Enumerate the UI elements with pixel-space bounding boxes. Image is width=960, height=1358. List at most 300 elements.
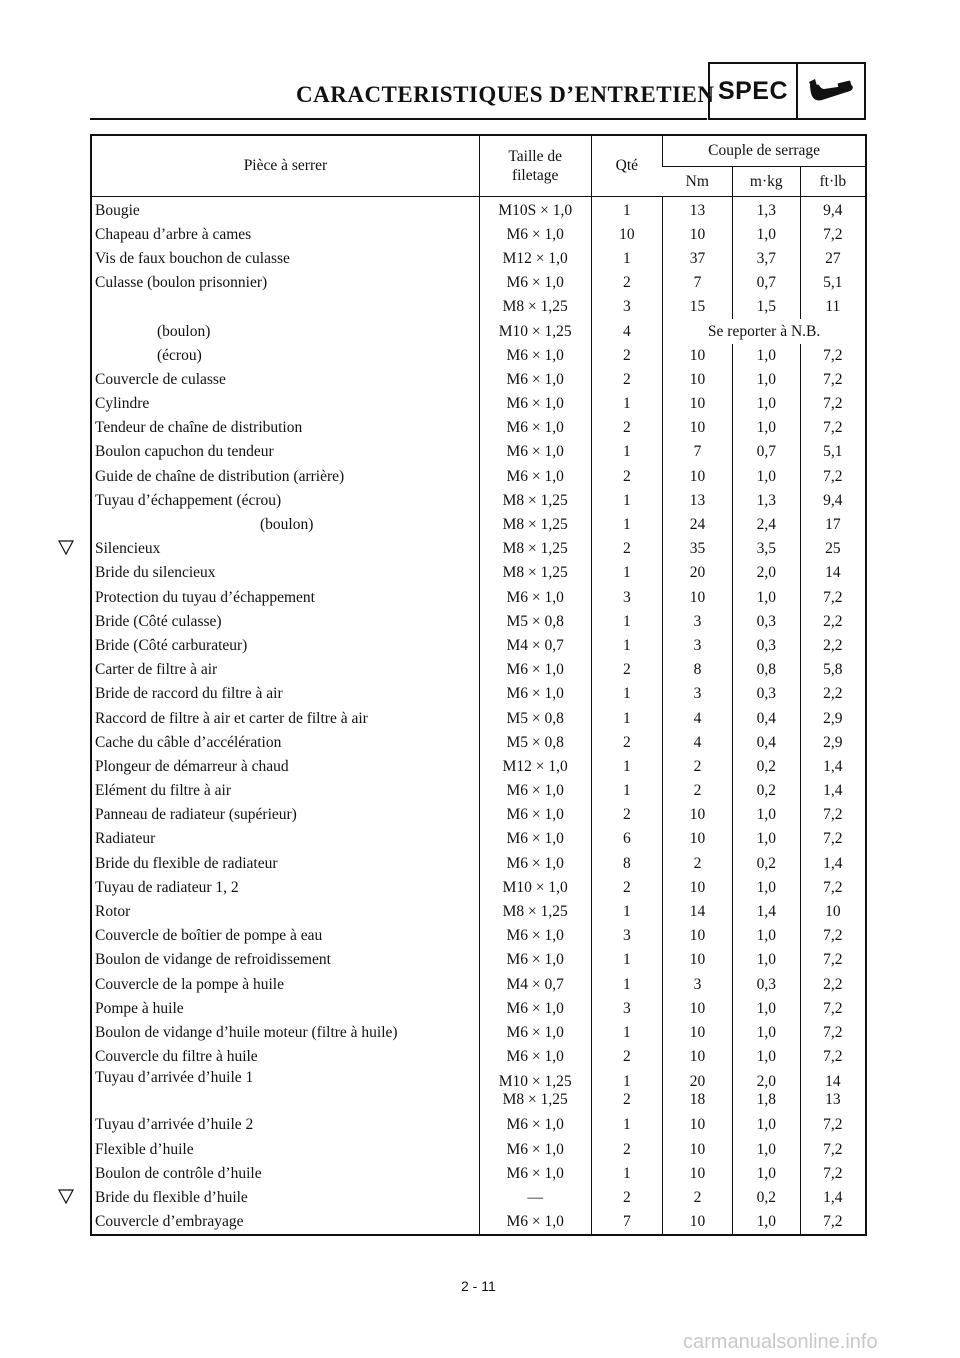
table-row [91,1069,866,1113]
row-part-cell [91,392,479,416]
row-qty: 3 [591,295,663,319]
row-nm: 7 [663,271,733,295]
row-nm: 3 [663,610,733,634]
table-row [91,295,866,319]
row-part-cell [91,634,479,658]
table-row [91,344,866,368]
row-qty: 1 [591,948,663,972]
row-qty: 3 [591,586,663,610]
row-mkg: 2,0 [732,561,800,585]
row-part-label: Raccord de filtre à air et carter de filtre à air [95,709,368,727]
row-thread: M6 × 1,0 [479,779,591,803]
row-nm: 10 [663,223,733,247]
row-part-label: Boulon de vidange de refroidissement [95,951,331,969]
row-nm: 10 [663,803,733,827]
row-ftlb: 7,2 [800,1113,866,1137]
row-nm: 4 [663,706,733,730]
row-part-cell [91,319,479,343]
row-qty: 1 [591,513,663,537]
torque-table [90,134,867,1236]
row-ftlb: 9,4 [800,196,866,223]
row-qty: 2 [591,1186,663,1210]
row-nm: 10 [663,344,733,368]
row-part-label: Vis de faux bouchon de culasse [95,249,290,267]
row-thread: M6 × 1,0 [479,392,591,416]
row-thread: M6 × 1,0 [479,1045,591,1069]
row-ftlb: 9,4 [800,489,866,513]
row-nm: 10 [663,948,733,972]
table-row [91,827,866,851]
row-nm: 24 [663,513,733,537]
table-row [91,610,866,634]
row-part-cell [91,344,479,368]
row-part-label: (boulon) [260,516,314,534]
table-row [91,440,866,464]
row-qty: 1 [591,1021,663,1045]
row-thread: M10S × 1,0 [479,196,591,223]
row-part-cell [91,223,479,247]
page-number: 2 - 11 [461,1278,496,1294]
row-part-label: Silencieux [95,540,161,558]
row-part-label: Cylindre [95,395,150,413]
table-row [91,997,866,1021]
watermark: carmanualsonline.info [683,1331,878,1353]
row-thread: M8 × 1,25 [479,537,591,561]
row-part-cell [91,731,479,755]
row-thread: M6 × 1,0 [479,658,591,682]
table-row [91,537,866,561]
row-qty: 1 [591,247,663,271]
row-nm: 35 [663,537,733,561]
row-thread: M10 × 1,25 [479,319,591,343]
row-part-label: Carter de filtre à air [95,661,218,679]
spec-label: SPEC [710,64,798,118]
row-qty: 2 [591,1137,663,1161]
row-part-label: Bride (Côté culasse) [95,612,222,630]
table-row [91,682,866,706]
row-part-cell [91,852,479,876]
row-part-label: Couvercle de la pompe à huile [95,975,284,993]
row-qty-line2: 2 [622,1091,631,1109]
row-part-cell [91,196,479,223]
row-thread: M6 × 1,0 [479,852,591,876]
row-part-label: (écrou) [157,346,202,364]
row-ftlb: 25 [800,537,866,561]
row-ftlb: 14 [800,561,866,585]
table-row [91,319,866,343]
row-thread: M6 × 1,0 [479,1162,591,1186]
header-part: Pièce à serrer [91,135,479,196]
row-part-label: Flexible d’huile [95,1140,194,1158]
table-row [91,223,866,247]
row-qty: 6 [591,827,663,851]
row-thread: M6 × 1,0 [479,997,591,1021]
row-nm: 13 [663,196,733,223]
table-row [91,513,866,537]
row-thread: M12 × 1,0 [479,755,591,779]
page-title: CARACTERISTIQUES D’ENTRETIEN [296,82,715,107]
row-ftlb: 7,2 [800,416,866,440]
row-mkg: 0,7 [732,271,800,295]
row-mkg: 0,3 [732,973,800,997]
row-thread-line1: M10 × 1,25 [498,1073,572,1091]
row-nm: 2 [663,755,733,779]
row-part-cell [91,537,479,561]
row-mkg [732,1069,800,1113]
row-ftlb: 2,2 [800,610,866,634]
row-thread: M6 × 1,0 [479,803,591,827]
row-qty: 1 [591,489,663,513]
row-nm: 10 [663,876,733,900]
row-part-cell [91,706,479,730]
row-mkg: 1,0 [732,827,800,851]
row-ftlb: 7,2 [800,1021,866,1045]
row-qty-line1: 1 [622,1073,631,1091]
torque-table-body [91,196,866,1235]
row-qty: 1 [591,196,663,223]
row-nm: 10 [663,416,733,440]
row-thread: M6 × 1,0 [479,1210,591,1235]
row-mkg: 0,2 [732,755,800,779]
row-part-label: Couvercle de boîtier de pompe à eau [95,927,323,945]
header-thread [479,135,591,196]
row-mkg: 1,0 [732,586,800,610]
row-part-cell [91,1113,479,1137]
table-row [91,706,866,730]
row-ftlb: 7,2 [800,392,866,416]
row-thread: M6 × 1,0 [479,271,591,295]
row-ftlb: 2,9 [800,706,866,730]
row-thread: M6 × 1,0 [479,465,591,489]
row-part-cell [91,924,479,948]
row-nm: 8 [663,658,733,682]
row-thread: M8 × 1,25 [479,295,591,319]
row-qty: 3 [591,924,663,948]
row-ftlb: 1,4 [800,755,866,779]
row-part-label: Tuyau d’arrivée d’huile 1 [95,1069,254,1087]
row-thread: M6 × 1,0 [479,1137,591,1161]
row-ftlb: 7,2 [800,1045,866,1069]
row-nm: 10 [663,924,733,948]
row-qty: 2 [591,803,663,827]
row-mkg: 1,0 [732,1210,800,1235]
row-nm: 10 [663,368,733,392]
row-mkg: 1,0 [732,416,800,440]
table-row [91,852,866,876]
row-part-label: Cache du câble d’accélération [95,733,282,751]
row-ftlb-line1: 14 [825,1073,841,1091]
caution-triangle-icon [58,1189,74,1204]
row-part-label: Guide de chaîne de distribution (arrière) [95,467,345,485]
row-nm: 10 [663,1162,733,1186]
table-row [91,368,866,392]
table-row [91,561,866,585]
row-thread: M6 × 1,0 [479,440,591,464]
row-mkg: 0,4 [732,706,800,730]
row-nm: 14 [663,900,733,924]
row-mkg: 1,0 [732,392,800,416]
row-nm: 15 [663,295,733,319]
row-ftlb: 17 [800,513,866,537]
row-part-cell [91,948,479,972]
row-nm: 7 [663,440,733,464]
row-mkg: 3,5 [732,537,800,561]
row-ftlb: 5,1 [800,271,866,295]
row-nm: 10 [663,997,733,1021]
row-part-cell [91,610,479,634]
row-ftlb: 7,2 [800,924,866,948]
table-row [91,1186,866,1210]
row-ftlb: 2,2 [800,634,866,658]
row-thread: M6 × 1,0 [479,948,591,972]
row-part-label: Panneau de radiateur (supérieur) [95,806,297,824]
table-row [91,489,866,513]
row-qty: 1 [591,634,663,658]
table-row [91,876,866,900]
row-ftlb: 2,9 [800,731,866,755]
row-qty: 1 [591,1162,663,1186]
row-mkg: 0,3 [732,634,800,658]
table-row [91,755,866,779]
row-thread: M5 × 0,8 [479,731,591,755]
row-mkg: 0,2 [732,852,800,876]
row-part-label: Chapeau d’arbre à cames [95,225,252,243]
table-row [91,924,866,948]
row-part-label: Elément du filtre à air [95,782,231,800]
row-qty: 2 [591,658,663,682]
row-ftlb: 2,2 [800,973,866,997]
table-row [91,900,866,924]
row-ftlb: 27 [800,247,866,271]
title-rule [90,118,707,120]
row-ftlb: 7,2 [800,827,866,851]
row-part-cell [91,973,479,997]
row-mkg: 1,0 [732,997,800,1021]
row-part-cell [91,755,479,779]
row-part-label: Bride du flexible d’huile [95,1188,248,1206]
table-row [91,271,866,295]
row-qty: 7 [591,1210,663,1235]
row-thread: M6 × 1,0 [479,827,591,851]
row-mkg: 1,0 [732,924,800,948]
row-nm: 20 [663,561,733,585]
row-part-cell [91,561,479,585]
row-thread: M4 × 0,7 [479,634,591,658]
row-qty: 1 [591,561,663,585]
row-qty: 1 [591,900,663,924]
row-thread: M5 × 0,8 [479,610,591,634]
row-qty: 2 [591,465,663,489]
row-qty: 2 [591,1045,663,1069]
row-ftlb: 7,2 [800,465,866,489]
row-part-cell [91,1069,479,1113]
row-mkg: 1,0 [732,465,800,489]
row-part-cell [91,440,479,464]
row-nm: 10 [663,465,733,489]
table-row [91,1113,866,1137]
row-part-cell [91,1021,479,1045]
table-row [91,948,866,972]
row-ftlb: 7,2 [800,1162,866,1186]
row-part-cell [91,658,479,682]
row-thread: M8 × 1,25 [479,489,591,513]
row-part-cell [91,416,479,440]
row-thread: M4 × 0,7 [479,973,591,997]
row-nm: 10 [663,827,733,851]
row-part-cell [91,247,479,271]
row-thread: M6 × 1,0 [479,344,591,368]
row-nm: 2 [663,852,733,876]
row-part-label: Tuyau de radiateur 1, 2 [95,878,239,896]
row-nm: 37 [663,247,733,271]
row-thread: M8 × 1,25 [479,561,591,585]
table-row [91,779,866,803]
row-ftlb: 1,4 [800,1186,866,1210]
row-part-label: Boulon de vidange d’huile moteur (filtre à huile) [95,1023,398,1041]
row-part-label: Protection du tuyau d’échappement [95,588,315,606]
row-ftlb: 1,4 [800,779,866,803]
row-mkg: 0,2 [732,779,800,803]
row-mkg-line1: 2,0 [756,1073,776,1091]
row-part-cell [91,1186,479,1210]
row-ftlb: 7,2 [800,586,866,610]
row-mkg: 0,7 [732,440,800,464]
row-qty: 2 [591,876,663,900]
row-thread: M8 × 1,25 [479,513,591,537]
row-qty: 1 [591,973,663,997]
row-qty: 2 [591,731,663,755]
header-thread-line1: Taille de [508,147,562,165]
row-ftlb: 11 [800,295,866,319]
row-thread: M6 × 1,0 [479,223,591,247]
row-qty [591,1069,663,1113]
row-part-cell [91,295,479,319]
spec-badge [708,62,866,120]
row-part-cell [91,1045,479,1069]
row-part-cell [91,803,479,827]
row-thread [479,1069,591,1113]
row-qty: 10 [591,223,663,247]
table-row [91,731,866,755]
row-thread-line2: M8 × 1,25 [502,1091,568,1109]
row-part-label: Pompe à huile [95,999,184,1017]
row-part-cell [91,1137,479,1161]
row-mkg: 1,0 [732,223,800,247]
row-ftlb: 7,2 [800,997,866,1021]
table-row [91,465,866,489]
row-mkg: 1,0 [732,1137,800,1161]
row-mkg: 0,4 [732,731,800,755]
row-part-label: Bougie [95,201,140,219]
row-part-label: Bride (Côté carburateur) [95,636,248,654]
row-mkg: 2,4 [732,513,800,537]
row-nm-line2: 18 [689,1091,706,1109]
row-part-label: (boulon) [157,322,211,340]
row-ftlb: 7,2 [800,223,866,247]
table-row [91,803,866,827]
row-thread: M12 × 1,0 [479,247,591,271]
header-mkg: m·kg [732,166,800,196]
row-ftlb: 7,2 [800,1137,866,1161]
row-mkg: 1,0 [732,1113,800,1137]
row-nm: 2 [663,779,733,803]
row-ftlb-line2: 13 [825,1091,841,1109]
row-part-cell [91,1162,479,1186]
table-row [91,196,866,223]
row-ftlb: 7,2 [800,876,866,900]
table-row [91,1137,866,1161]
row-nm: 4 [663,731,733,755]
row-part-label: Couvercle du filtre à huile [95,1048,258,1066]
row-thread: M6 × 1,0 [479,586,591,610]
table-row [91,392,866,416]
row-part-label: Tendeur de chaîne de distribution [95,419,303,437]
row-part-label: Rotor [95,903,131,921]
row-part-label: Couvercle de culasse [95,370,226,388]
row-qty: 2 [591,271,663,295]
row-part-cell [91,513,479,537]
row-note: Se reporter à N.B. [663,319,866,343]
table-row [91,658,866,682]
row-mkg: 1,5 [732,295,800,319]
row-thread: M6 × 1,0 [479,1113,591,1137]
row-mkg: 1,0 [732,344,800,368]
header-nm: Nm [663,166,733,196]
row-nm: 10 [663,1045,733,1069]
table-row [91,1021,866,1045]
row-thread: M8 × 1,25 [479,900,591,924]
row-nm [663,1069,733,1113]
row-nm-line1: 20 [689,1073,706,1091]
row-qty: 2 [591,344,663,368]
row-qty: 8 [591,852,663,876]
row-part-label: Bride du silencieux [95,564,216,582]
row-mkg: 1,3 [732,196,800,223]
row-ftlb: 7,2 [800,1210,866,1235]
row-part-cell [91,586,479,610]
row-part-label: Plongeur de démarreur à chaud [95,757,289,775]
row-mkg: 1,0 [732,368,800,392]
header-ftlb: ft·lb [800,166,866,196]
row-nm: 10 [663,1021,733,1045]
row-part-label: Boulon de contrôle d’huile [95,1164,262,1182]
row-ftlb: 2,2 [800,682,866,706]
row-ftlb: 10 [800,900,866,924]
row-part-cell [91,876,479,900]
row-ftlb: 5,8 [800,658,866,682]
row-mkg: 0,3 [732,682,800,706]
row-ftlb [800,1069,866,1113]
row-qty: 3 [591,997,663,1021]
table-row [91,634,866,658]
row-ftlb: 1,4 [800,852,866,876]
row-qty: 2 [591,368,663,392]
table-row [91,247,866,271]
row-ftlb: 7,2 [800,803,866,827]
row-mkg: 1,0 [732,876,800,900]
row-mkg: 0,2 [732,1186,800,1210]
row-thread: M6 × 1,0 [479,682,591,706]
row-mkg: 1,0 [732,948,800,972]
row-part-cell [91,465,479,489]
row-qty: 1 [591,682,663,706]
row-part-cell [91,271,479,295]
row-mkg: 3,7 [732,247,800,271]
row-part-label: Bride du flexible de radiateur [95,854,278,872]
table-row [91,416,866,440]
row-part-cell [91,779,479,803]
row-thread: M6 × 1,0 [479,924,591,948]
